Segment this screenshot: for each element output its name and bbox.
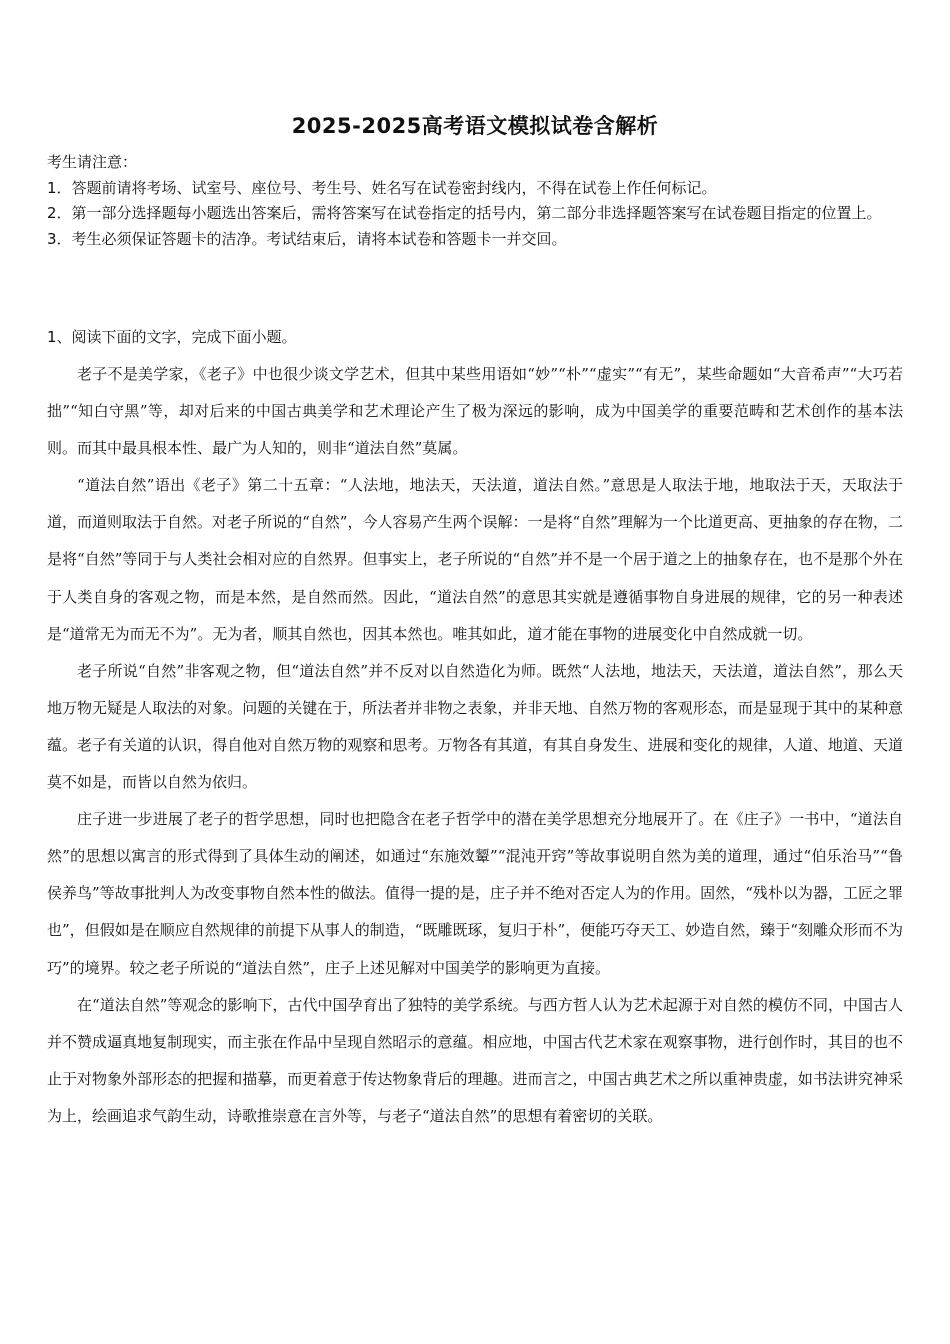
notice-item: 3．考生必须保证答题卡的洁净。考试结束后，请将本试卷和答题卡一并交回。 xyxy=(47,229,567,248)
exam-notice xyxy=(47,150,903,252)
passage-paragraph: 老子不是美学家，《老子》中也很少谈文学艺术，但其中某些用语如“妙”“朴”“虚实”“有无”，某些命题如“大音希声”“大巧若拙”“知白守黑”等，却对后来的中国古典美学和艺术理论产生了极为深远的影响，成为中国美学的重要范畴和艺术创作的基本法则。而其中最具根本性、最广为人知的，则非“道法自然”莫属。 xyxy=(47,365,903,458)
question-heading: 1、阅读下面的文字，完成下面小题。 xyxy=(47,328,297,346)
passage-paragraph: “道法自然”语出《老子》第二十五章：“人法地，地法天，天法道，道法自然。”意思是人取法于地，地取法于天，天取法于道，而道则取法于自然。对老子所说的“自然”，今人容易产生两个误解：一是将“自然”理解为一个比道更高、更抽象的存在物，二是将“自然”等同于与人类社会相对应的自然界。但事实上，老子所说的“自然”并不是一个居于道之上的抽象存在，也不是那个外在于人类自身的客观之物，而是本然，是自然而然。因此，“道法自然”的意思其实就是遵循事物自身进展的规律，它的另一种表述是“道常无为而无不为”。无为者，顺其自然也，因其本然也。唯其如此，道才能在事物的进展变化中自然成就一切。 xyxy=(47,476,903,643)
passage-paragraph: 庄子进一步进展了老子的哲学思想，同时也把隐含在老子哲学中的潜在美学思想充分地展开了。在《庄子》一书中，“道法自然”的思想以寓言的形式得到了具体生动的阐述，如通过“东施效颦”“混沌开窍”等故事说明自然为美的道理，通过“伯乐治马”“鲁侯养鸟”等故事批判人为改变事物自然本性的做法。值得一提的是，庄子并不绝对否定人为的作用。固然，“残朴以为器，工匠之罪也”，但假如是在顺应自然规律的前提下从事人的制造，“既雕既琢，复归于朴”，便能巧夺天工、妙造自然，臻于“刻雕众形而不为巧”的境界。较之老子所说的“道法自然”，庄子上述见解对中国美学的影响更为直接。 xyxy=(47,810,903,977)
reading-passage xyxy=(47,356,903,1135)
notice-item: 1．答题前请将考场、试室号、座位号、考生号、姓名写在试卷密封线内，不得在试卷上作任何标记。 xyxy=(47,178,717,197)
passage-paragraph: 老子所说“自然”非客观之物，但“道法自然”并不反对以自然造化为师。既然“人法地，地法天，天法道，道法自然”，那么天地万物无疑是人取法的对象。问题的关键在于，所法者并非物之表象，并非天地、自然万物的客观形态，而是显现于其中的某种意蕴。老子有关道的认识，得自他对自然万物的观察和思考。万物各有其道，有其自身发生、进展和变化的规律，人道、地道、天道莫不如是，而皆以自然为依归。 xyxy=(47,661,903,792)
passage-paragraph: 在“道法自然”等观念的影响下，古代中国孕育出了独特的美学系统。与西方哲人认为艺术起源于对自然的模仿不同，中国古人并不赞成逼真地复制现实，而主张在作品中呈现自然昭示的意蕴。相应地，中国古代艺术家在观察事物，进行创作时，其目的也不止于对物象外部形态的把握和描摹，而更着意于传达物象背后的理趣。进而言之，中国古典艺术之所以重神贵虚，如书法讲究神采为上，绘画追求气韵生动，诗歌推崇意在言外等，与老子“道法自然”的思想有着密切的关联。 xyxy=(47,995,903,1125)
document-title: 2025-2025高考语文模拟试卷含解析 xyxy=(291,114,659,138)
notice-item: 2．第一部分选择题每小题选出答案后，需将答案写在试卷指定的括号内，第二部分非选择题答案写在试卷题目指定的位置上。 xyxy=(47,204,882,222)
notice-heading: 考生请注意： xyxy=(47,153,138,171)
